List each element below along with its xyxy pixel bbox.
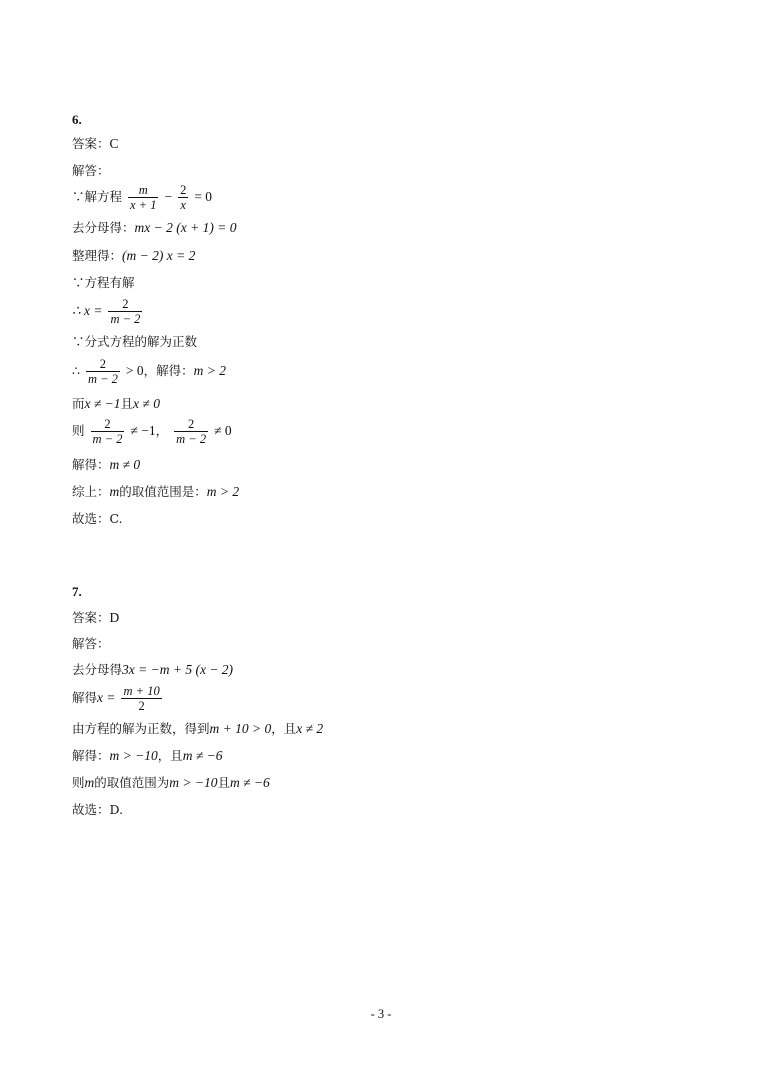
q6-line2-prefix: 去分母得： [72, 220, 135, 235]
q6-line8-a: 而 [72, 396, 85, 411]
q6-line4: ∵方程有解 [72, 275, 135, 290]
q7-number: 7. [72, 584, 82, 599]
q6-solution-label: 解答： [72, 163, 110, 178]
q6-line11-math: m > 2 [206, 484, 240, 499]
q7-answer-value: D [109, 610, 120, 625]
q6-line5-prefix: ∴ x = [72, 303, 103, 318]
q7-line4-mid: ，且 [157, 748, 183, 763]
q6-line9-sep: ， [155, 423, 169, 438]
q6-line3-prefix: 整理得： [72, 248, 123, 263]
q6-line9-m2: ≠ 0 [214, 423, 232, 438]
q6-fraction-neq-0: $\frac{2}{m - 2}$ [176, 417, 207, 446]
q6-line11-m: m [109, 484, 120, 499]
q6-line9 [72, 417, 232, 446]
q6-line7-result: m > 2 [193, 363, 227, 378]
q6-line9-m1: ≠ −1 [130, 423, 156, 438]
q7-line5-a: 则 [72, 775, 85, 790]
q6-line12: 故选：C. [72, 511, 123, 526]
q6-line7 [72, 357, 226, 386]
q6-line2 [72, 220, 236, 236]
q7-line1-prefix: 去分母得 [72, 662, 123, 677]
q7-line6: 故选：D. [72, 802, 124, 817]
q6-line1-prefix: ∵解方程 [72, 189, 123, 204]
q6-fraction-2-over-m-minus-2: $\frac{2}{m - 2}$ [110, 297, 141, 326]
q6-line11 [72, 484, 239, 500]
q7-line5-m2: m ≠ −6 [230, 775, 270, 790]
q7-line5 [72, 775, 270, 791]
q6-line8-b: 且 [120, 396, 134, 411]
q6-line9-prefix: 则 [72, 423, 85, 438]
q7-line4-m2: m ≠ −6 [182, 748, 223, 763]
q6-line5 [72, 297, 144, 326]
q6-line2-math: mx − 2 (x + 1) = 0 [134, 220, 237, 235]
q6-line11-prefix: 综上： [72, 484, 110, 499]
q6-line6: ∵分式方程的解为正数 [72, 334, 198, 349]
q6-line11-mid: 的取值范围是： [119, 484, 207, 499]
q7-line1 [72, 662, 233, 678]
q6-line7-sep: ，解得： [143, 363, 194, 378]
q7-line3 [72, 721, 323, 737]
q6-answer-label: 答案： [72, 136, 110, 151]
q7-line2 [72, 684, 164, 713]
q7-line3-m2: x ≠ 2 [296, 721, 324, 736]
q6-line8 [72, 396, 160, 412]
q7-solution-label: 解答： [72, 636, 110, 651]
q7-line5-m: m [84, 775, 95, 790]
q6-line8-m1: x ≠ −1 [84, 396, 121, 411]
q7-line3-mid: ，且 [271, 721, 297, 736]
q6-line10 [72, 457, 140, 473]
q7-line3-m1: m + 10 > 0 [209, 721, 272, 736]
q7-line4-prefix: 解得： [72, 748, 110, 763]
q7-fraction-m-plus-10-over-2: $\frac{m + 10}{2}$ [123, 684, 160, 713]
q6-line7-math: > 0 [125, 363, 144, 378]
q6-fraction-positive: $\frac{2}{m - 2}$ [87, 357, 118, 386]
q6-fraction-m-over-x-plus-1: $\frac{m}{x + 1}$ [130, 183, 157, 212]
q6-fraction-neq-minus-1: $\frac{2}{m - 2}$ [92, 417, 123, 446]
q6-line7-prefix: ∴ [72, 363, 80, 378]
q7-line4-m1: m > −10 [109, 748, 158, 763]
q6-answer-value: C [109, 136, 119, 151]
page-number: - 3 - [370, 1007, 392, 1021]
q6-fraction-2-over-x: $\frac{2}{x}$ [180, 183, 187, 212]
q6-line8-m2: x ≠ 0 [133, 396, 160, 411]
q6-line3-math: (m − 2) x = 2 [122, 248, 196, 263]
q6-eq-zero: = 0 [194, 189, 213, 204]
q7-line5-m1: m > −10 [169, 775, 218, 790]
q7-line3-prefix: 由方程的解为正数，得到 [72, 721, 210, 736]
q6-line3 [72, 248, 195, 264]
q7-answer-label: 答案： [72, 610, 110, 625]
q6-minus: − [164, 189, 173, 204]
q6-line10-prefix: 解得： [72, 457, 110, 472]
q7-line4 [72, 748, 223, 764]
q7-line1-math: 3x = −m + 5 (x − 2) [122, 662, 234, 677]
q7-line2-math: x = [97, 690, 116, 705]
q6-line10-math: m ≠ 0 [109, 457, 141, 472]
q6-number: 6. [72, 112, 82, 127]
q7-line2-prefix: 解得 [72, 690, 98, 705]
q7-line5-b: 的取值范围为 [94, 775, 170, 790]
q6-answer [72, 136, 119, 152]
q7-answer [72, 610, 119, 626]
q6-line1 [72, 183, 212, 212]
q7-line5-c: 且 [217, 775, 231, 790]
